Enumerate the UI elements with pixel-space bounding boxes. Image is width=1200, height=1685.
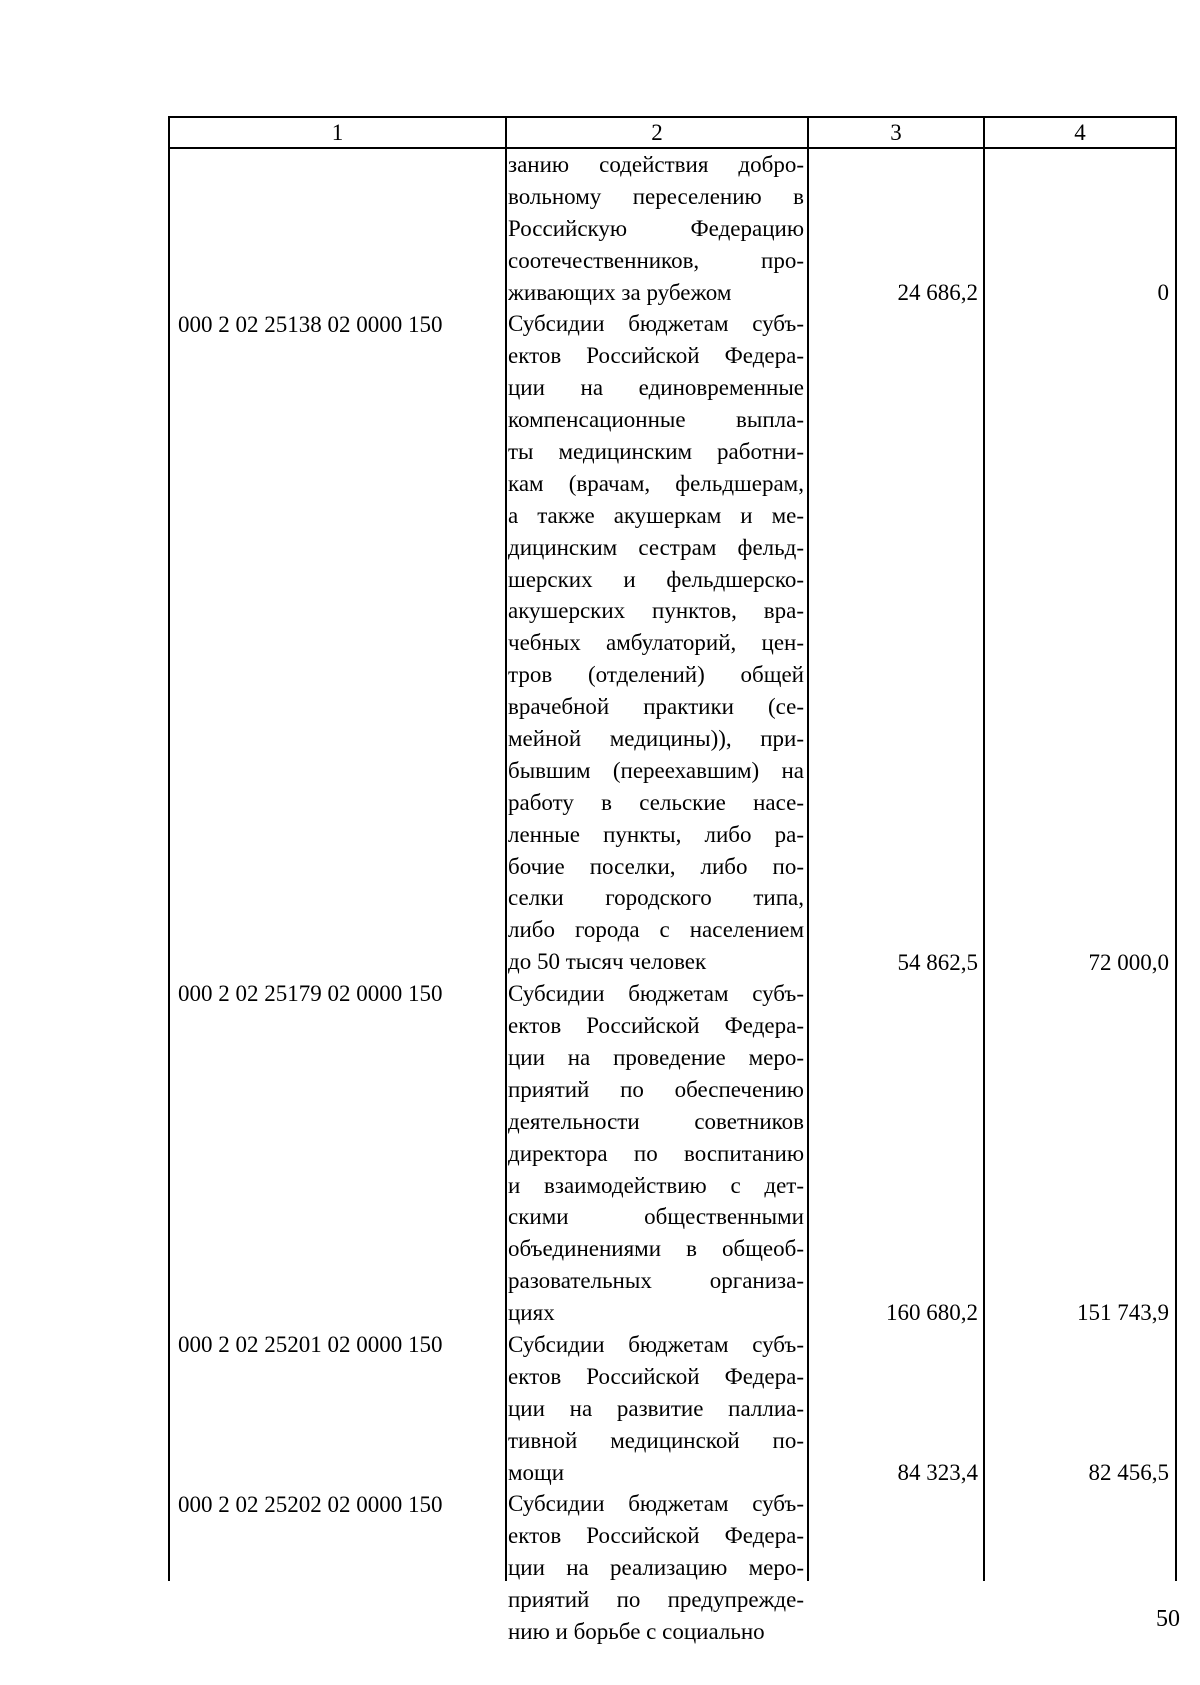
column-border-2-3 [807,116,809,1581]
description-line: нию и борьбе с социально [508,1618,765,1644]
description-line: занию содействия добро- [508,152,804,177]
description-line: тров (отделений) общей [508,662,804,688]
description-line: Российскую Федерацию [508,215,804,241]
description-line: бочие поселки, либо по- [508,853,804,879]
row-code: 000 2 02 25179 02 0000 150 [178,981,443,1007]
column-border-3-4 [983,116,985,1581]
row-amount-col-4: 82 456,5 [1088,1459,1169,1485]
description-line: циях [508,1300,555,1326]
header-col-1: 1 [331,120,344,145]
header-col-2: 2 [651,120,663,145]
budget-table [168,116,1177,1644]
description-line: работу в сельские насе- [508,789,804,815]
page-number: 50 [1156,1606,1180,1632]
description-line: соотечественников, про- [508,247,804,273]
row-code: 000 2 02 25201 02 0000 150 [178,1332,443,1358]
description-line: врачебной практики (се- [508,694,804,720]
description-line: чебных амбулаторий, цен- [508,630,804,656]
description-line: тивной медицинской по- [508,1427,804,1453]
description-line: вольному переселению в [508,183,804,209]
header-col-3: 3 [890,120,902,145]
description-line: и взаимодействию с дет- [508,1172,804,1198]
row-amount-col-3: 160 680,2 [886,1300,978,1326]
description-line: объединениями в общеоб- [508,1236,804,1262]
description-line: ектов Российской Федера- [508,1523,804,1549]
description-line: ектов Российской Федера- [508,343,804,369]
description-line: скими общественными [508,1204,804,1230]
description-line: либо города с населением [508,917,804,943]
description-line: шерских и фельдшерско- [508,566,804,592]
description-line: акушерских пунктов, вра- [508,598,804,624]
row-code: 000 2 02 25202 02 0000 150 [178,1491,443,1517]
row-amount-col-3: 54 862,5 [897,949,978,975]
description-column [508,149,804,1648]
description-line: приятий по предупрежде- [508,1587,804,1613]
continuation-amount-col-3: 24 686,2 [897,279,978,305]
description-line: Субсидии бюджетам субъ- [508,981,804,1007]
description-line: мощи [508,1459,565,1485]
description-line: директора по воспитанию [508,1140,804,1166]
description-line: компенсационные выпла- [508,407,804,433]
description-line: Субсидии бюджетам субъ- [508,1491,804,1517]
description-line: ции на проведение меро- [508,1044,804,1070]
description-line: ты медицинским работни- [508,439,804,465]
column-border-right [1175,116,1177,1581]
description-line: ции на единовременные [508,375,804,401]
description-line: ции на реализацию меро- [508,1555,804,1581]
row-amount-col-4: 72 000,0 [1088,949,1169,975]
column-border-left [168,116,170,1581]
row-amount-col-3: 84 323,4 [897,1459,978,1485]
description-line: деятельности советников [508,1108,804,1134]
description-line: дицинским сестрам фельд- [508,534,804,560]
description-line: ции на развитие паллиа- [508,1395,804,1421]
description-line: ленные пункты, либо ра- [508,821,804,847]
description-line: кам (врачам, фельдшерам, [508,470,804,496]
description-line: разовательных организа- [508,1268,804,1294]
description-line: ектов Российской Федера- [508,1013,804,1039]
description-line: ектов Российской Федера- [508,1363,804,1389]
column-border-1-2 [505,116,507,1581]
description-line: живающих за рубежом [508,279,732,305]
row-code: 000 2 02 25138 02 0000 150 [178,311,443,337]
continuation-amount-col-4: 0 [1157,279,1169,305]
description-line: до 50 тысяч человек [508,949,707,975]
description-line: Субсидии бюджетам субъ- [508,311,804,337]
description-line: а также акушеркам и ме- [508,502,804,528]
row-amount-col-4: 151 743,9 [1077,1300,1169,1326]
description-line: приятий по обеспечению [508,1076,804,1102]
header-col-4: 4 [1074,120,1086,145]
description-line: бывшим (переехавшим) на [508,757,804,783]
description-line: мейной медицины)), при- [508,726,804,752]
description-line: Субсидии бюджетам субъ- [508,1331,804,1357]
description-line: селки городского типа, [508,885,804,911]
